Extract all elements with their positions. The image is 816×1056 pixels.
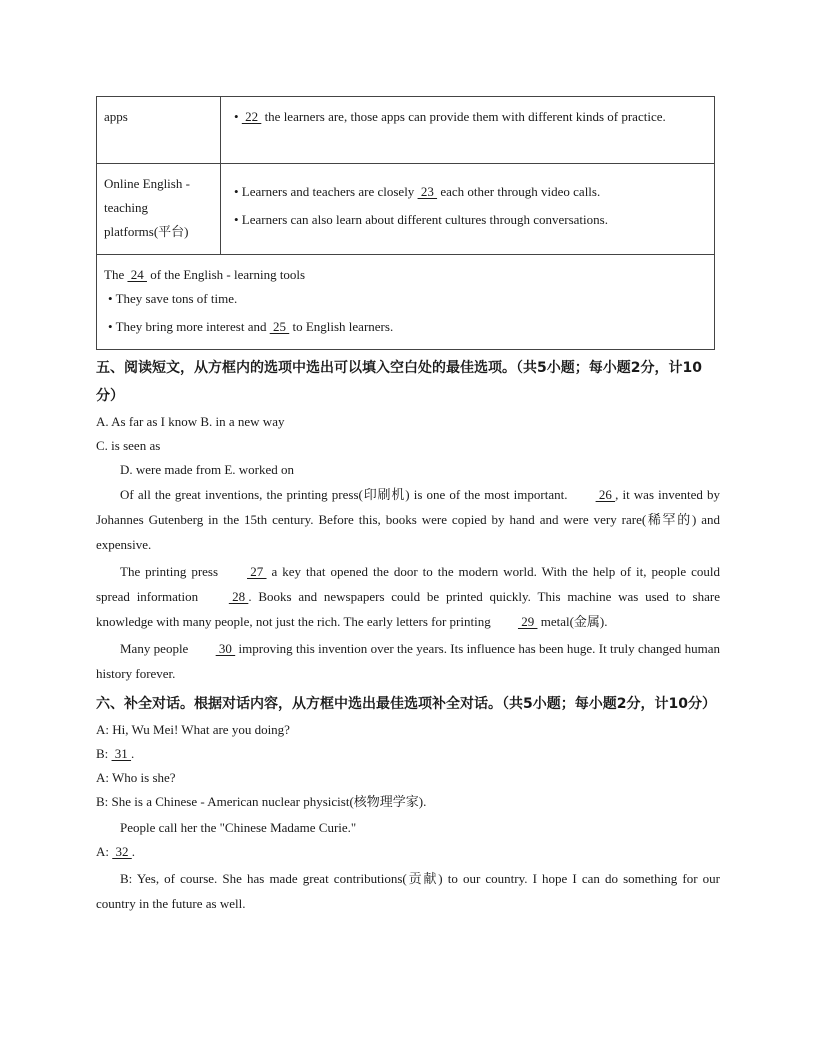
cell-line [104, 263, 707, 287]
cell-text: The [104, 267, 128, 282]
dialogue-text: B: [96, 746, 112, 761]
table-cell-label [97, 164, 221, 255]
para-text: improving this invention over the years. Its influence has been huge. It truly changed human history forever. [96, 641, 720, 681]
option-line: A. As far as I know B. in a new way [96, 414, 285, 429]
blank-26: 26 [595, 487, 616, 502]
reading-paragraph [96, 636, 720, 686]
para-text: Many people [120, 641, 192, 656]
blank-22: 22 [241, 109, 262, 124]
dialogue-line: A: Hi, Wu Mei! What are you doing? [96, 722, 290, 737]
tools-table [96, 96, 715, 350]
para-text: a key that opened the door to the modern world. With the help of it, people could spread information [96, 564, 720, 604]
dialogue-text: A: [96, 844, 113, 859]
blank-25: 25 [269, 319, 290, 334]
table-row [97, 97, 715, 164]
dialogue-text: . [131, 746, 135, 761]
document-page [96, 96, 720, 916]
blank-24: 24 [127, 267, 147, 282]
blank-23: 23 [417, 184, 438, 199]
row-label-apps: apps [104, 109, 128, 124]
dialogue-text: . [131, 844, 135, 859]
cell-line [108, 315, 707, 339]
dialogue-line [96, 840, 720, 864]
cell-line [234, 180, 707, 204]
para-text: , it was invented by Johannes Gutenberg in the 15th century. Before this, books were copied by hand and were very rare(稀罕的) and expensive. [96, 487, 720, 552]
dialogue-line: People call her the "Chinese Madame Curie." [120, 820, 357, 835]
cell-text: the learners are, those apps can provide them with different kinds of practice. [261, 109, 666, 124]
section6-heading: 六、补全对话。根据对话内容，从方框中选出最佳选项补全对话。（共5小题；每小题2分，计10分） [96, 696, 716, 712]
table-cell-label [97, 97, 221, 164]
reading-paragraph [96, 559, 720, 634]
blank-27: 27 [247, 564, 267, 579]
row-label-online-platforms: Online English - teaching platforms(平台) [104, 176, 190, 239]
cell-text: • They bring more interest and [108, 319, 270, 334]
cell-text: of the English - learning tools [146, 267, 306, 282]
cell-text: to English learners. [289, 319, 394, 334]
table-cell-summary [97, 255, 715, 350]
cell-text: • Learners and teachers are closely [234, 184, 418, 199]
dialogue-line [96, 742, 720, 766]
blank-28: 28 [228, 589, 249, 604]
para-text: The printing press [120, 564, 224, 579]
option-line: C. is seen as [96, 438, 161, 453]
dialogue-line: A: Who is she? [96, 770, 176, 785]
blank-30: 30 [215, 641, 236, 656]
cell-line: • They save tons of time. [108, 291, 238, 306]
blank-32: 32 [112, 844, 132, 859]
option-line: D. were made from E. worked on [120, 462, 294, 477]
para-text: Of all the great inventions, the printing press(印刷机) is one of the most important. [120, 487, 572, 502]
cell-line: • Learners can also learn about different cultures through conversations. [234, 212, 608, 227]
para-text: . Books and newspapers could be printed quickly. This machine was used to share knowledge with many people, not just the rich. The early letters for printing [96, 589, 720, 629]
para-text: metal(金属). [537, 614, 608, 629]
bullet-text: • [234, 109, 242, 124]
table-row [97, 164, 715, 255]
table-cell-content [221, 97, 715, 164]
cell-text: each other through video calls. [437, 184, 601, 199]
table-cell-content [221, 164, 715, 255]
dialogue-line: B: Yes, of course. She has made great contributions(贡献) to our country. I hope I can do something for our country in the future as well. [96, 871, 720, 911]
section5-heading: 五、阅读短文，从方框内的选项中选出可以填入空白处的最佳选项。（共5小题；每小题2分，计10分） [96, 360, 702, 404]
dialogue-line: B: She is a Chinese - American nuclear physicist(核物理学家). [96, 794, 427, 809]
table-row [97, 255, 715, 350]
blank-31: 31 [111, 746, 132, 761]
blank-29: 29 [517, 614, 538, 629]
reading-paragraph [96, 482, 720, 557]
